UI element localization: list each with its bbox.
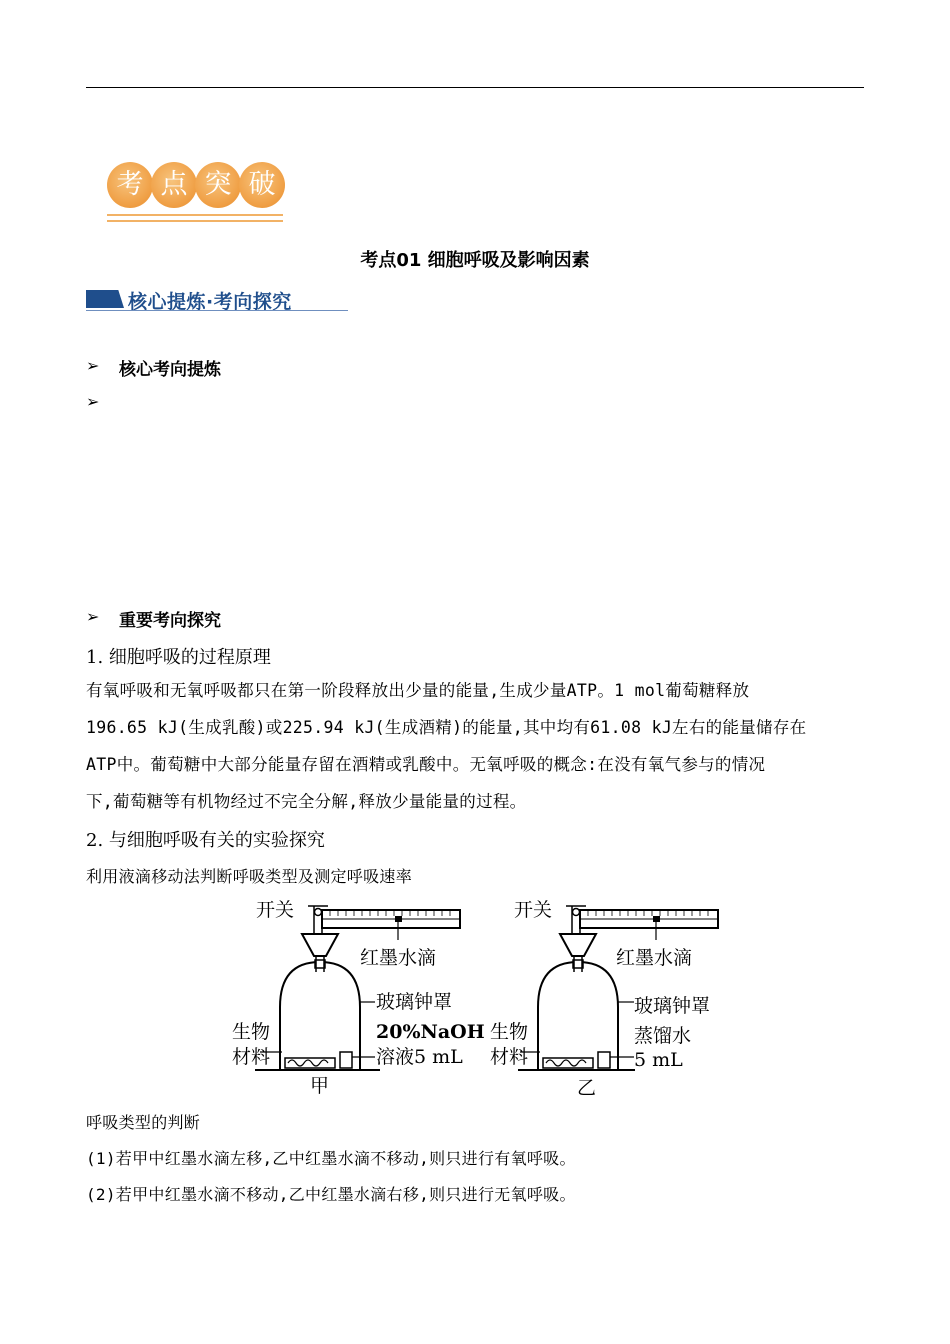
label-drop: 红墨水滴 [360,947,437,969]
header-rule [86,87,864,88]
label-switch: 开关 [514,899,553,921]
arrow-bullet-icon: ➢ [86,356,100,375]
paragraph-line: 196.65 kJ(生成乳酸)或225.94 kJ(生成酒精)的能量,其中均有61.08 kJ左右的能量储存在 [86,718,807,737]
judge-item: (2)若甲中红墨水滴不移动,乙中红墨水滴右移,则只进行无氧呼吸。 [86,1185,576,1204]
heading-process: 1. 细胞呼吸的过程原理 [86,647,271,668]
label-switch: 开关 [256,899,295,921]
label-bell: 玻璃钟罩 [634,995,711,1017]
caption-yi: 乙 [577,1077,597,1099]
badge-char: 点 [151,162,197,208]
badge-kaodian-tupo [103,162,293,232]
arrow-bullet-icon: ➢ [86,392,100,411]
section-header-underline [86,310,348,311]
paragraph-process [86,672,866,820]
label-solution: 5 mL [634,1049,683,1071]
section-header-bar [86,290,124,308]
experiment-figure [220,892,740,1102]
label-solution: 20%NaOH [376,1021,485,1043]
label-material: 生物 [232,1021,271,1043]
paragraph-line: 下,葡萄糖等有机物经过不完全分解,释放少量能量的过程。 [86,792,527,811]
badge-char: 突 [195,162,241,208]
label-material: 材料 [490,1046,529,1068]
page-title: 考点01 细胞呼吸及影响因素 [360,250,590,271]
badge-char: 破 [239,162,285,208]
bullet-core: 核心考向提炼 [119,360,221,380]
section-header: 核心提炼·考向探究 [128,291,292,313]
paragraph-line: ATP中。葡萄糖中大部分能量存留在酒精或乳酸中。无氧呼吸的概念:在没有氧气参与的情况 [86,755,766,774]
label-material: 材料 [232,1046,271,1068]
label-solution: 蒸馏水 [634,1025,692,1047]
label-material: 生物 [490,1021,529,1043]
badge-char: 考 [107,162,153,208]
judge-title: 呼吸类型的判断 [86,1113,201,1132]
judge-item: (1)若甲中红墨水滴左移,乙中红墨水滴不移动,则只进行有氧呼吸。 [86,1149,576,1168]
bullet-important: 重要考向探究 [119,611,221,631]
label-drop: 红墨水滴 [616,947,693,969]
badge-underline [107,214,283,216]
heading-experiment: 2. 与细胞呼吸有关的实验探究 [86,830,325,851]
experiment-intro: 利用液滴移动法判断呼吸类型及测定呼吸速率 [86,867,413,886]
label-solution: 溶液5 mL [376,1046,463,1068]
badge-underline [107,220,283,222]
paragraph-line: 有氧呼吸和无氧呼吸都只在第一阶段释放出少量的能量,生成少量ATP。1 mol葡萄糖释放 [86,681,750,700]
arrow-bullet-icon: ➢ [86,607,100,626]
caption-jia: 甲 [310,1075,330,1097]
label-bell: 玻璃钟罩 [376,991,453,1013]
